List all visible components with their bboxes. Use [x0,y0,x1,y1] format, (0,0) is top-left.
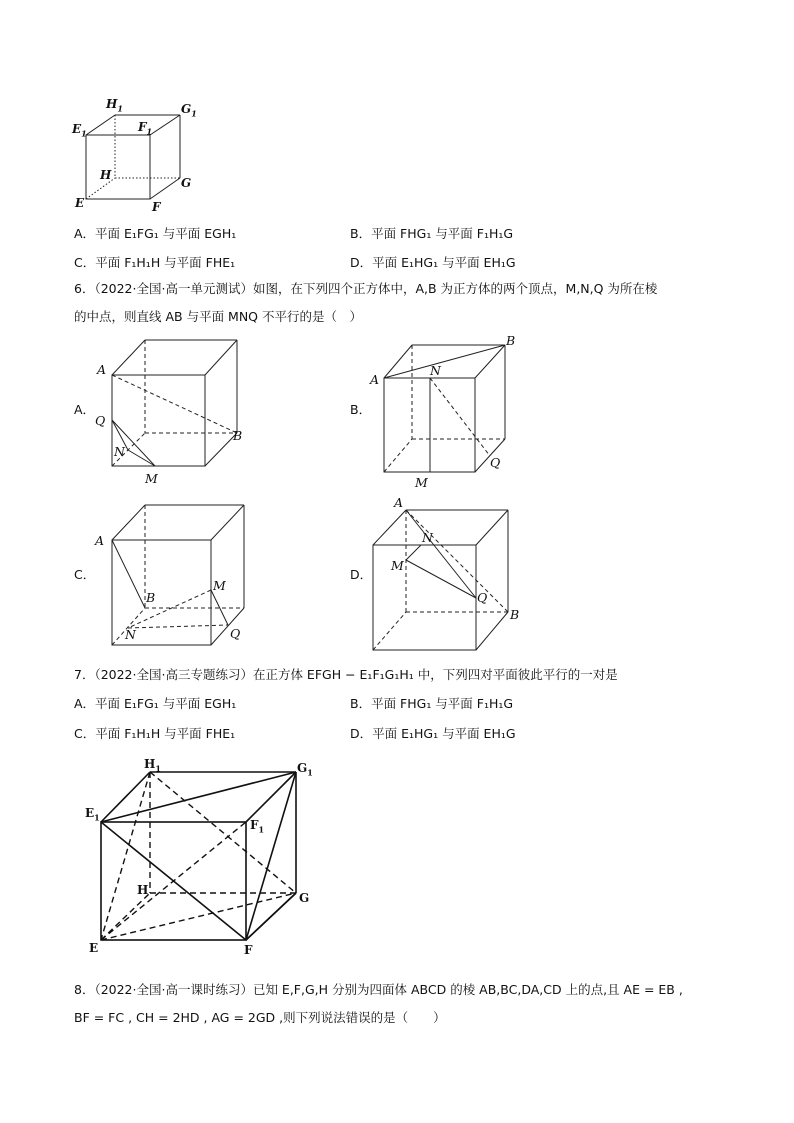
q6c-label-Q: Q [230,626,241,641]
q6b-label-A: A [370,372,380,387]
q6b-label-N: N [430,363,441,378]
q6-stem-line1: 6．（2022·全国·高一单元测试）如图，在下列四个正方体中，A,B 为正方体的两个顶点，M,N,Q 为所在棱 [74,281,658,296]
label-H: H [100,168,112,182]
q7-option-c: C．平面 F₁H₁H 与平面 FHE₁ [74,726,236,741]
q6c-label-A: A [95,533,105,548]
q7-label-G1: $G_1$ [297,761,313,778]
label-F: F [152,200,161,214]
q7-stem: 7．（2022·全国·高三专题练习）在正方体 EFGH − E₁F₁G₁H₁ 中，下列四对平面彼此平行的一对是 [74,667,618,682]
q7-option-a: A．平面 E₁FG₁ 与平面 EGH₁ [74,696,237,711]
q7-option-b: B．平面 FHG₁ 与平面 F₁H₁G [350,696,514,711]
q7-label-F1: $F_1$ [250,818,265,835]
q6a-label-B: B [233,428,243,443]
q6a-label-N: N [114,444,125,459]
q5-option-a: A．平面 E₁FG₁ 与平面 EGH₁ [74,226,237,241]
q7-option-d: D．平面 E₁HG₁ 与平面 EH₁G [350,726,516,741]
q6-tag-c: C． [74,567,96,582]
q7-label-E1: $E_1$ [85,806,100,823]
q6-tag-d: D． [350,567,373,582]
q6b-label-B: B [506,333,516,348]
q6a-label-Q: Q [95,413,106,428]
q6-stem-line2: 的中点，则直线 AB 与平面 MNQ 不平行的是（ ） [74,309,362,324]
q8-stem-line1: 8．（2022·全国·高一课时练习）已知 E,F,G,H 分别为四面体 ABCD 的棱 AB,BC,DA,CD 上的点,且 AE = EB , [74,982,683,997]
q5-option-c: C．平面 F₁H₁H 与平面 FHE₁ [74,255,236,270]
q6a-label-A: A [97,362,107,377]
q7-label-H1: $H_1$ [144,757,161,774]
label-E: E [75,196,85,210]
q5-option-d: D．平面 E₁HG₁ 与平面 EH₁G [350,255,516,270]
q7-label-G: G [299,891,310,905]
q8-stem-line2: BF = FC , CH = 2HD , AG = 2GD ,则下列说法错误的是（ ） [74,1010,446,1025]
label-G1: $G_1$ [181,102,197,119]
q7-label-H: H [137,883,149,897]
q6c-label-N: N [125,627,136,642]
q7-label-F: F [244,943,253,957]
q6b-label-Q: Q [490,455,501,470]
label-G: G [181,176,192,190]
label-E1: $E_1$ [72,122,87,139]
q6d-label-N: N [422,530,433,545]
q6d-label-Q: Q [477,590,488,605]
label-H1: $H_1$ [106,97,123,114]
q6c-label-M: M [213,578,226,593]
q6b-label-M: M [415,475,428,490]
q6d-label-A: A [394,495,404,510]
label-F1: $F_1$ [138,120,153,137]
q6-tag-a: A． [74,402,96,417]
q6d-label-M: M [391,558,404,573]
q5-option-b: B．平面 FHG₁ 与平面 F₁H₁G [350,226,514,241]
q6a-label-M: M [145,471,158,486]
q6c-label-B: B [146,590,156,605]
q7-label-E: E [89,941,99,955]
q6d-label-B: B [510,607,520,622]
q6-tag-b: B． [350,402,372,417]
